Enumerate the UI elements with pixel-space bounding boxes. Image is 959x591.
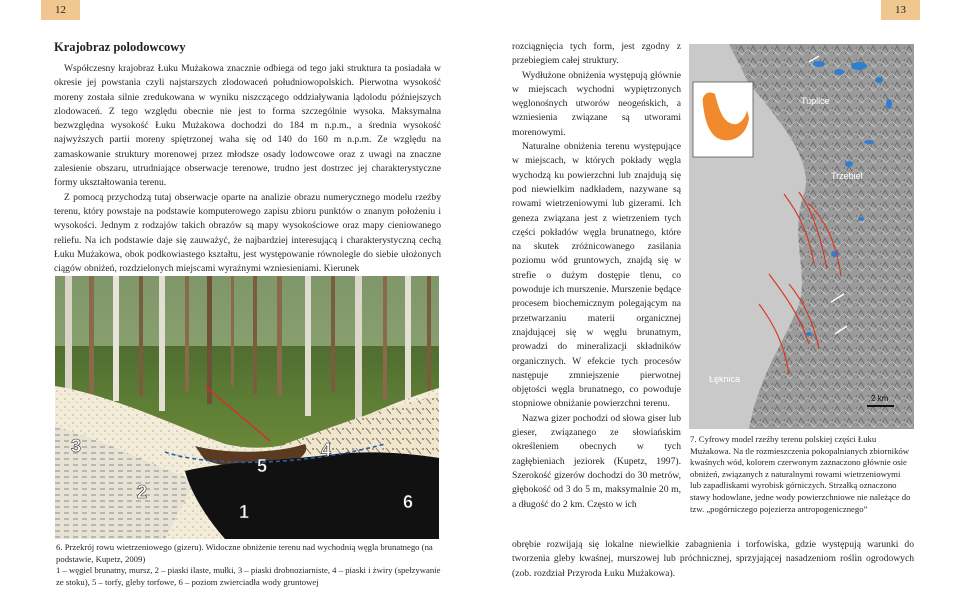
page-number-left: 12: [41, 0, 80, 20]
figure-7-caption: 7. Cyfrowy model rzeźby terenu polskiej części Łuku Mużakowa. Na tle rozmieszczenia pokopalnianych zbiorników kwaśnych wód, kolorem czerwonym zaznaczono głównie osie obniżeń, związanych z naturalnymi rowami wietrzeniowymi lub zapadliskami wyrobisk górniczych. Strzałką oznaczono stawy hodowlane, jedne wody powierzchniowe nie należące do tzw. „pogórniczego pojezierza antropogenicznego”: [690, 434, 911, 514]
paragraph: Naturalne obniżenia terenu występujące w miejscach, w których pokłady węgla wychodzą ku powierzchni lub znajdują się pod niewielkim nadkładem, nazywane są rowami wietrzeniowymi lub gizerami. Ich geneza związana jest z wietrzeniem tych części pokładów węgla brunatnego, które na skutek zróżnicowanego zasilania poziomu wód gruntowych, znajdą się w strefie o dużym dostępie tlenu, co powoduje ich murszenie. Murszenie będące procesem biochemicznym polegającym na przetwarzaniu materii organicznej znajdującej się w węglu brunatnym, prowadzi do mineralizacji składników organicznych. W efekcie tych procesów następuje zmniejszenie pierwotnej objętości węgla brunatnego, co powoduje stopniowe obniżanie powierzchni terenu.: [512, 141, 681, 410]
figure-7-map: [689, 44, 914, 429]
paragraph: Wydłużone obniżenia występują głównie w miejscach wychodni wypiętrzonych węglonośnych utworów neogeńskich, a wzniesienia związane są utworami morenowymi.: [512, 69, 681, 138]
right-column-text: [512, 40, 681, 512]
gizer-cross-section-illustration: [55, 276, 439, 539]
relief-model-map: [689, 44, 914, 429]
scale-label: 2 km: [871, 394, 889, 403]
map-label-trzebiel: Trzebiel: [831, 171, 863, 181]
paragraph: rozciągnięcia tych form, jest zgodny z przebiegiem całej struktury.: [512, 41, 681, 67]
bottom-paragraph: obrębie rozwijają się lokalne niewielkie zabagnienia i torfowiska, gdzie występują warunki do tworzenia gleby kwaśnej, murszowej lub próchnicznej, sprzyjającej nasadzeniom roślin ogrodowych (zob. rozdział Przyroda Łuku Mużakowa).: [512, 539, 914, 579]
figure-6-caption: [56, 542, 446, 588]
figure-6-label: 6: [403, 492, 414, 512]
figure-6-caption-title: 6. Przekrój rowu wietrzeniowego (gizeru). Widoczne obniżenie terenu nad wychodnią węgla brunatnego (na podstawie, Kupetz, 2009): [56, 542, 433, 564]
figure-6-label: 4: [321, 440, 332, 460]
figure-6-photo: [55, 276, 439, 539]
paragraph: Z pomocą przychodzą tutaj obserwacje oparte na analizie obrazu numerycznego modelu rzeźby terenu, który powstaje na podstawie komputerowego zapisu zbioru punktów o znanym położeniu i wysokości. Jednym z rodzajów takich obrazów są mapy wysokościowe oraz mapy cieniowanego reliefu. Na ich podstawie daje się zauważyć, że najbardziej interesującą i charakterystyczną cechą Łuku Mużakowa, obok podkowiastego kształtu, jest występowanie równolegle do siebie ułożonych ciągów obniżeń, rozdzielonych miejscami wyraźnymi wzniesieniami. Kierunek: [54, 191, 441, 275]
figure-6-label: 1: [239, 502, 250, 522]
section-title: Krajobraz polodowcowy: [54, 40, 186, 54]
page-number-right: 13: [881, 0, 920, 20]
paragraph: Współczesny krajobraz Łuku Mużakowa znacznie odbiega od tego jaki struktura ta posiadała w okresie jej powstania czyli najstarszych zlodowaceń południowopolskich. Pierwotna wysokość moreny została silnie zredukowana w wyniku niszczącego oddziaływania lądolodu późniejszych zlodowaceń. Z tego względu obecnie nie jest to forma szczególnie wysoka. Maksymalna bezwzględna wysokość Łuku Mużakowa dochodzi do 184 m n.p.m., a średnia wysokość najwyższych partii moreny spiętrzonej waha się od 140 do 160 m n.p.m. Ze względu na zamaskowanie struktury morenowej przez młodsze osady lodowcowe oraz z uwagi na znaczne zalesienie obszaru, utrudniające obserwacje terenowe, trudno jest dostrzec jej charakterystyczne formy ukształtowania terenu.: [54, 63, 441, 189]
figure-6-label: 5: [257, 456, 268, 476]
map-label-tuplice: Tuplice: [801, 96, 830, 106]
map-label-leknica: Łęknica: [709, 374, 741, 384]
figure-6-label: 2: [137, 482, 148, 502]
figure-6-label: 3: [71, 436, 82, 456]
figure-6-caption-legend: 1 – węgiel brunatny, mursz, 2 – piaski ilaste, mułki, 3 – piaski drobnoziarniste, 4 – piaski i żwiry (spełzywanie ze stoku), 5 – torfy, gleby torfowe, 6 – poziom zwierciadła wody gruntowej: [56, 565, 441, 587]
left-column-text: [54, 62, 441, 276]
paragraph: Nazwa gizer pochodzi od słowa giser lub gieser, związanego ze słowiańskim określeniem obecnych w tych zagłębieniach jeziorek (Kupetz, 1997). Szerokość gizerów dochodzi do 30 metrów, głębokość od 3 do 5 m, maksymalnie 20 m, a długość do 2 km. Często w ich: [512, 412, 681, 510]
